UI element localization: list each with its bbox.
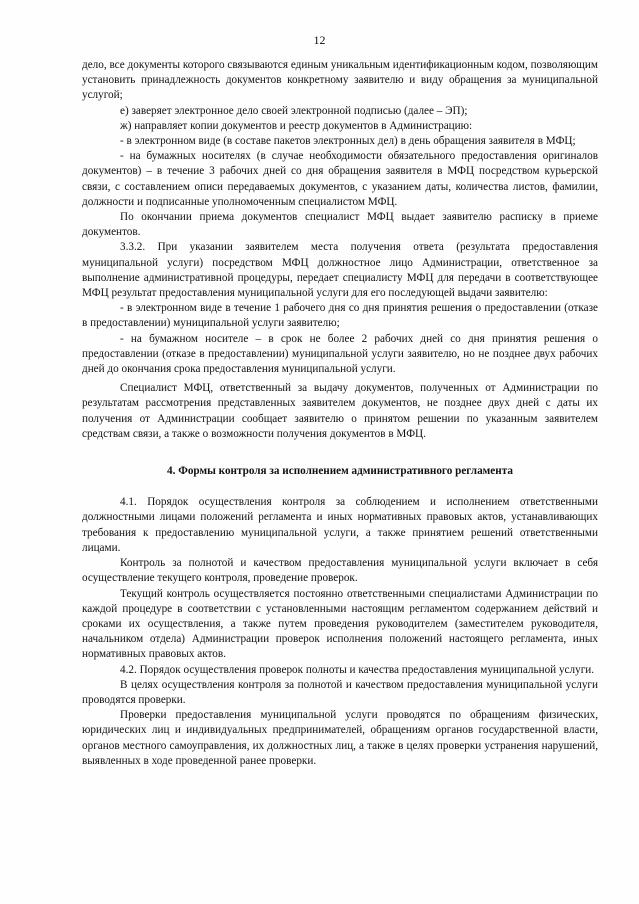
- paragraph: ж) направляет копии документов и реестр документов в Администрацию:: [120, 119, 473, 132]
- paragraph: - в электронном виде (в составе пакетов электронных дел) в день обращения заявителя в МФЦ;: [120, 135, 576, 148]
- paragraph: е) заверяет электронное дело своей электронной подписью (далее – ЭП);: [120, 104, 468, 117]
- paragraph: Контроль за полнотой и качеством предоставления муниципальной услуги включает в себя осуществление текущего контроля, проведение проверок.: [82, 557, 598, 585]
- paragraph: - на бумажном носителе – в срок не более 2 рабочих дней со дня принятия решения о предоставлении (отказе в предоставлении) муниципальной услуги заявителю, но не позднее двух рабочих дней до окончания срока предоставления муниципальной услуги.: [82, 332, 598, 376]
- paragraph: 4.2. Порядок осуществления проверок полноты и качества предоставления муниципальной услуги.: [120, 663, 595, 676]
- paragraph: дело, все документы которого связываются единым уникальным идентификационным кодом, позволяющим установить принадлежность документов конкретному заявителю и виду обращения за муниципальной услугой;: [82, 59, 598, 102]
- paragraph: Текущий контроль осуществляется постоянно ответственными специалистами Администрации по каждой процедуре в соответствии с установленными настоящим регламентом содержанием действий и сроками их осуществления, а также путем проведения руководителем (заместителем руководителя, начальником отдела) Администрации проверок исполнения положений настоящего регламента, иных нормативных правовых актов.: [82, 587, 598, 661]
- document-body: [82, 58, 598, 769]
- paragraph: По окончании приема документов специалист МФЦ выдает заявителю расписку в приеме документов.: [82, 211, 598, 239]
- paragraph: Проверки предоставления муниципальной услуги проводятся по обращениям физических, юридических лиц и индивидуальных предпринимателей, обращениям органов государственной власти, органов местного самоуправления, их должностных лиц, а также в целях проверки устранения нарушений, выявленных в ходе проведенной ранее проверки.: [82, 709, 598, 767]
- paragraph: В целях осуществления контроля за полнотой и качеством предоставления муниципальной услуги проводятся проверки.: [82, 678, 598, 706]
- page-number: 12: [313, 33, 326, 47]
- paragraph: Специалист МФЦ, ответственный за выдачу документов, полученных от Администрации по результатам рассмотрения представленных заявителем документов, не позднее двух дней с даты их получения от Администрации сообщает заявителю о принятом решении по указанным заявителем средствам связи, а также о возможности получения документов в МФЦ.: [82, 382, 598, 440]
- paragraph: - в электронном виде в течение 1 рабочего дня со дня принятия решения о предоставлении (отказе в предоставлении) муниципальной услуги заявителю;: [82, 302, 598, 330]
- paragraph: 3.3.2. При указании заявителем места получения ответа (результата предоставления муниципальной услуги) посредством МФЦ должностное лицо Администрации, ответственное за выполнение административной процедуры, передает специалисту МФЦ для передачи в соответствующее МФЦ результат предоставления муниципальной услуги для его последующей выдачи заявителю:: [82, 241, 598, 300]
- section-heading: 4. Формы контроля за исполнением административного регламента: [167, 465, 513, 478]
- paragraph: - на бумажных носителях (в случае необходимости обязательного предоставления оригиналов документов) – в течение 3 рабочих дней со дня обращения заявителя в МФЦ посредством курьерской связи, с составлением описи передаваемых документов, с указанием даты, количества листов, фамилии, должности и подписанные уполномоченным специалистом МФЦ.: [82, 150, 598, 208]
- paragraph: 4.1. Порядок осуществления контроля за соблюдением и исполнением ответственными должностными лицами положений регламента и иных нормативных правовых актов, устанавливающих требования к предоставлению муниципальной услуги, а также принятием решений ответственными лицами.: [82, 496, 598, 554]
